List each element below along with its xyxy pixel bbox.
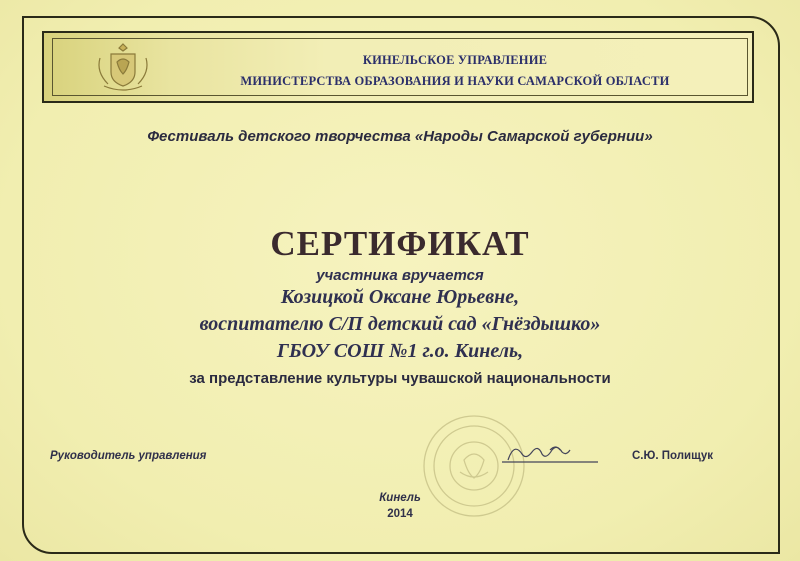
samara-coat-of-arms-icon xyxy=(90,38,156,96)
certificate-title: СЕРТИФИКАТ xyxy=(270,224,530,263)
festival-title: Фестиваль детского творчества «Народы Самарской губернии» xyxy=(147,128,653,145)
issue-city: Кинель xyxy=(379,492,421,504)
handwritten-signature-icon xyxy=(490,438,610,468)
award-reason: за представление культуры чувашской национальности xyxy=(189,370,611,387)
awarded-line: участника вручается xyxy=(316,267,484,284)
recipient-school: ГБОУ СОШ №1 г.о. Кинель, xyxy=(276,340,524,362)
header-line-1: КИНЕЛЬСКОЕ УПРАВЛЕНИЕ xyxy=(362,53,548,67)
header-line-2: МИНИСТЕРСТВА ОБРАЗОВАНИЯ И НАУКИ САМАРСКОЙ ОБЛАСТИ xyxy=(240,74,670,88)
recipient-position: воспитателю С/П детский сад «Гнёздышко» xyxy=(199,313,601,335)
signatory-title: Руководитель управления xyxy=(50,450,207,462)
issue-year: 2014 xyxy=(387,508,413,520)
recipient-name: Козицкой Оксане Юрьевне, xyxy=(280,286,520,308)
signatory-name: С.Ю. Полищук xyxy=(632,450,713,462)
